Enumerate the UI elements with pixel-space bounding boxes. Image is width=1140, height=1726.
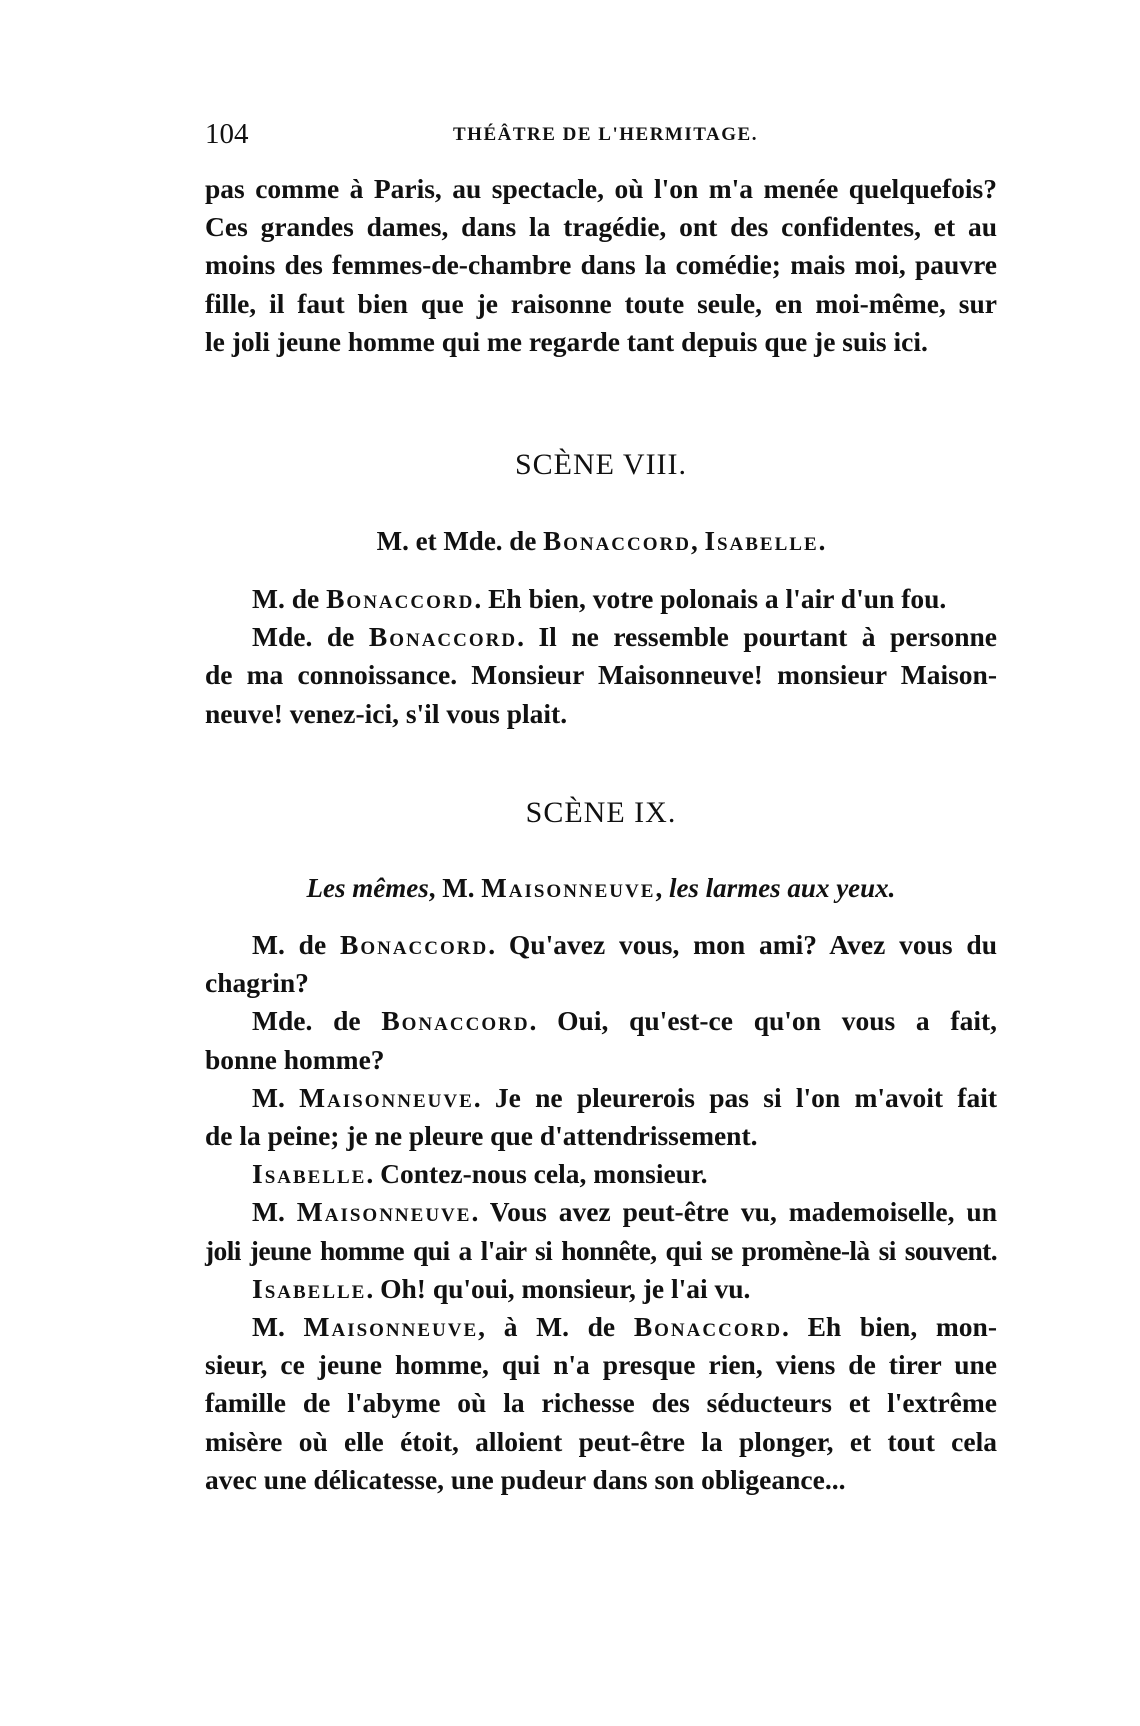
speaker-prefix: M. bbox=[252, 1081, 285, 1113]
speech-text: . Eh bien, mon- bbox=[782, 1311, 997, 1343]
scene-8-cast bbox=[205, 526, 997, 557]
running-head bbox=[205, 118, 997, 158]
speech-text: . Oh! qu'oui, monsieur, je l'ai vu. bbox=[366, 1272, 751, 1304]
cast-separator: , bbox=[655, 873, 663, 903]
speaker-prefix: Mde. de bbox=[252, 621, 355, 653]
text-line: famille de l'abyme où la richesse des séducteurs et l'extrême bbox=[205, 1387, 997, 1419]
speech bbox=[205, 1308, 997, 1346]
cast-text: M. et Mde. de bbox=[376, 526, 537, 556]
speaker-prefix: M. de bbox=[252, 929, 327, 960]
speech bbox=[205, 580, 997, 618]
speaker-prefix: M. bbox=[252, 1196, 285, 1228]
speaker-name: Maisonneuve bbox=[303, 1311, 479, 1343]
text-line: misère où elle étoit, alloient peut-être la plonger, et tout cela bbox=[205, 1425, 997, 1457]
text-line: de ma connoissance. Monsieur Maisonneuve! monsieur Maison- bbox=[205, 659, 997, 691]
speech bbox=[205, 1079, 997, 1117]
speech-text: . Vous avez peut-être vu, mademoiselle, un bbox=[471, 1196, 998, 1228]
cast-name: Bonaccord bbox=[543, 526, 691, 556]
speech bbox=[205, 1193, 997, 1231]
page-number: 104 bbox=[205, 118, 249, 150]
running-title: THÉÂTRE DE L'HERMITAGE. bbox=[453, 124, 758, 145]
book-page bbox=[205, 118, 998, 1495]
speaker-name: Bonaccord bbox=[368, 621, 518, 653]
speech-text: . Contez-nous cela, monsieur. bbox=[366, 1158, 708, 1190]
scene-8-dialogue bbox=[205, 580, 997, 733]
text-line: joli jeune homme qui a l'air si honnête, qui se promène-là si souvent. bbox=[205, 1234, 997, 1266]
cast-name: Maisonneuve bbox=[481, 873, 656, 903]
speaker-name: Bonaccord bbox=[339, 929, 489, 960]
cast-name: Isabelle bbox=[704, 526, 819, 556]
speaker-name: Bonaccord bbox=[326, 583, 475, 614]
scene-9-cast bbox=[205, 873, 997, 904]
text-line: pas comme à Paris, au spectacle, où l'on m'a menée quelquefois? bbox=[205, 173, 997, 204]
speech bbox=[205, 1155, 997, 1193]
speaker-prefix: Mde. de bbox=[252, 1005, 361, 1037]
text-line: le joli jeune homme qui me regarde tant depuis que je suis ici. bbox=[205, 325, 928, 357]
speech bbox=[205, 618, 997, 656]
speech-text: . Qu'avez vous, mon ami? Avez vous du bbox=[488, 929, 997, 960]
speaker-prefix: M. bbox=[252, 1311, 285, 1343]
speech-text: . Je ne pleurerois pas si l'on m'avoit fait bbox=[473, 1081, 998, 1113]
speaker-name: Bonaccord bbox=[633, 1311, 783, 1343]
opening-paragraph bbox=[205, 170, 997, 361]
speaker-prefix: M. de bbox=[252, 583, 320, 614]
cast-separator: . bbox=[818, 526, 826, 556]
text-line: chagrin? bbox=[205, 967, 309, 999]
scene-title: SCÈNE IX. bbox=[525, 796, 677, 829]
speech bbox=[205, 926, 997, 964]
text-line: fille, il faut bien que je raisonne toute seule, en moi-même, sur bbox=[205, 287, 997, 319]
speaker-name: Maisonneuve bbox=[296, 1196, 472, 1228]
text-line: Ces grandes dames, dans la tragédie, ont des confidentes, et au bbox=[205, 211, 997, 243]
speech-text: . Il ne ressemble pourtant à personne bbox=[517, 621, 998, 653]
speaker-name: Isabelle bbox=[252, 1272, 367, 1304]
speech-text: . Eh bien, votre polonais a l'air d'un fou. bbox=[474, 583, 947, 614]
text-line: neuve! venez-ici, s'il vous plait. bbox=[205, 697, 568, 729]
speech bbox=[205, 1270, 997, 1308]
speaker-name: Bonaccord bbox=[381, 1005, 530, 1037]
text-line: de la peine; je ne pleure que d'attendrissement. bbox=[205, 1120, 758, 1152]
speech bbox=[205, 1002, 997, 1040]
text-line: moins des femmes-de-chambre dans la comédie; mais moi, pauvre bbox=[205, 249, 997, 281]
scene-9 bbox=[205, 796, 997, 830]
text-line: sieur, ce jeune homme, qui n'a presque rien, viens de tirer une bbox=[205, 1349, 997, 1381]
cast-separator: , bbox=[690, 526, 698, 556]
text-line: bonne homme? bbox=[205, 1043, 385, 1075]
speech-text: . Oui, qu'est-ce qu'on vous a fait, bbox=[529, 1005, 997, 1037]
speech-text: , à M. de bbox=[478, 1311, 616, 1343]
cast-text: Les mêmes bbox=[306, 873, 429, 903]
cast-text: les larmes aux yeux. bbox=[668, 873, 896, 903]
scene-8 bbox=[205, 448, 997, 482]
speaker-name: Isabelle bbox=[252, 1158, 367, 1190]
text-line: avec une délicatesse, une pudeur dans son obligeance... bbox=[205, 1463, 846, 1495]
speaker-name: Maisonneuve bbox=[299, 1081, 474, 1113]
scene-title: SCÈNE VIII. bbox=[514, 448, 688, 481]
cast-text: , M. bbox=[428, 873, 475, 903]
scene-9-dialogue bbox=[205, 926, 997, 1499]
